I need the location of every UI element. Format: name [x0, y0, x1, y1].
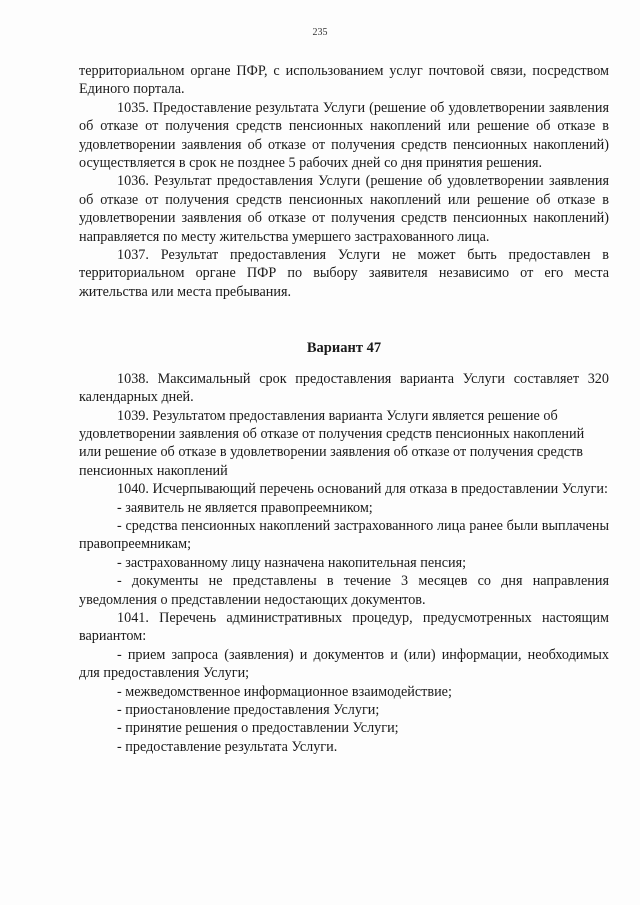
list-item: - предоставление результата Услуги.: [117, 738, 338, 755]
list-item: - межведомственное информационное взаимодействие;: [117, 683, 452, 700]
paragraph-1039: 1039. Результатом предоставления варианта Услуги является решение об удовлетворении заявления об отказе от получения средств пенсионных накоплений или решение об отказе в удовлетворении заявления об отказе от получения средств пенсионных накоплений: [79, 407, 585, 479]
document-body: [79, 62, 609, 756]
list-item: - документы не представлены в течение 3 месяцев со дня направления уведомления о представлении недостающих документов.: [79, 573, 609, 608]
list-item: - прием запроса (заявления) и документов и (или) информации, необходимых для предоставления Услуги;: [79, 646, 609, 682]
list-item: - застрахованному лицу назначена накопительная пенсия;: [117, 554, 467, 571]
paragraph-1036: 1036. Результат предоставления Услуги (решение об удовлетворении заявления об отказе от получения средств пенсионных накоплений или решение об отказе в удовлетворении заявления об отказе от получения средств пенсионных накоплений) направляется по месту жительства умершего застрахованного лица.: [79, 173, 609, 245]
list-item: - средства пенсионных накоплений застрахованного лица ранее были выплачены правопреемникам;: [79, 517, 609, 553]
paragraph-1040: 1040. Исчерпывающий перечень оснований для отказа в предоставлении Услуги:: [117, 481, 608, 498]
paragraph-1041: 1041. Перечень административных процедур, предусмотренных настоящим вариантом:: [79, 609, 609, 645]
list-item: - заявитель не является правопреемником;: [117, 499, 373, 516]
paragraph-1037: 1037. Результат предоставления Услуги не может быть предоставлен в территориальном органе ПФР по выбору заявителя независимо от его места жительства или места пребывания.: [79, 247, 609, 300]
list-item: - принятие решения о предоставлении Услуги;: [117, 720, 399, 737]
refusal-grounds-list: [79, 499, 609, 609]
paragraph-continuation: территориальном органе ПФР, с использованием услуг почтовой связи, посредством Единого портала.: [79, 63, 609, 98]
paragraph-1035: 1035. Предоставление результата Услуги (решение об удовлетворении заявления об отказе от получения средств пенсионных накоплений или решение об отказе в удовлетворении заявления об отказе от получения средств пенсионных накоплений) осуществляется в срок не позднее 5 рабочих дней со дня принятия решения.: [79, 99, 609, 172]
page-number: 235: [312, 27, 328, 38]
list-item: - приостановление предоставления Услуги;: [117, 702, 380, 718]
section-heading: Вариант 47: [306, 340, 382, 357]
paragraph-1038: 1038. Максимальный срок предоставления варианта Услуги составляет 320 календарных дней.: [79, 370, 609, 406]
procedures-list: [79, 646, 609, 756]
